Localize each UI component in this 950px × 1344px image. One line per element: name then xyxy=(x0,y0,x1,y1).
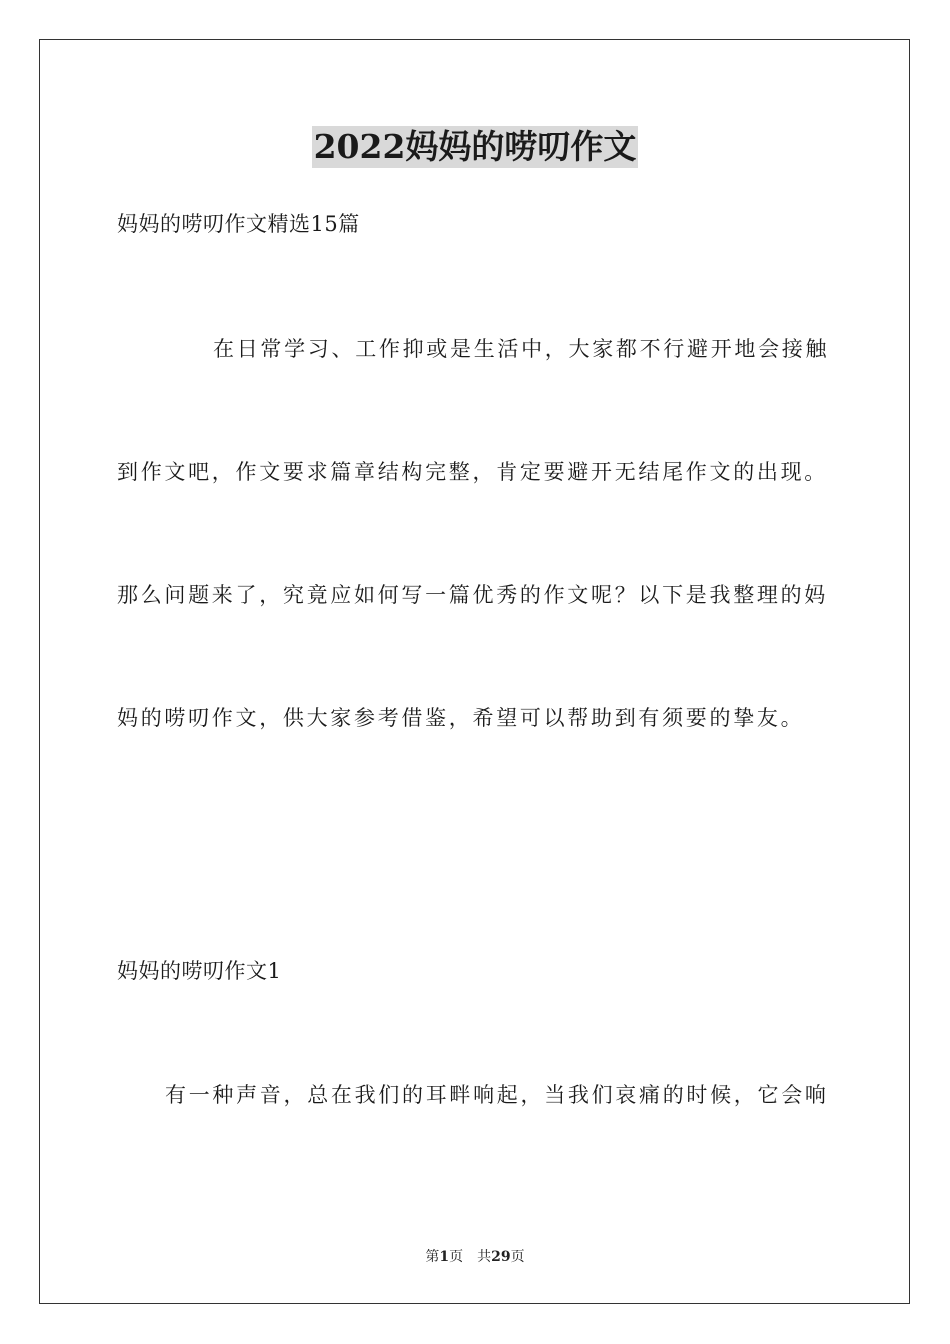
page-footer xyxy=(0,1248,950,1266)
intro-line-4: 妈的唠叨作文，供大家参考借鉴，希望可以帮助到有须要的挚友。 xyxy=(117,706,805,730)
footer-page-current: 1 xyxy=(439,1249,450,1265)
intro-line-2: 到作文吧，作文要求篇章结构完整，肯定要避开无结尾作文的出现。 xyxy=(117,460,828,484)
footer-total-prefix: 共 xyxy=(477,1249,492,1265)
title-container xyxy=(0,126,950,168)
intro-line-1: 在日常学习、工作抑或是生活中，大家都不行避开地会接触 xyxy=(213,337,830,361)
section-line-1: 有一种声音，总在我们的耳畔响起，当我们哀痛的时候，它会响 xyxy=(165,1083,829,1107)
footer-total-unit: 页 xyxy=(510,1249,525,1265)
intro-line-3: 那么问题来了，究竟应如何写一篇优秀的作文呢？以下是我整理的妈 xyxy=(117,583,828,607)
footer-page-unit: 页 xyxy=(449,1249,464,1265)
document-title: 2022妈妈的唠叨作文 xyxy=(313,127,637,166)
section-heading: 妈妈的唠叨作文1 xyxy=(117,959,282,983)
footer-page-total: 29 xyxy=(491,1249,511,1265)
footer-page-prefix: 第 xyxy=(425,1249,440,1265)
document-subtitle: 妈妈的唠叨作文精选15篇 xyxy=(117,212,360,236)
